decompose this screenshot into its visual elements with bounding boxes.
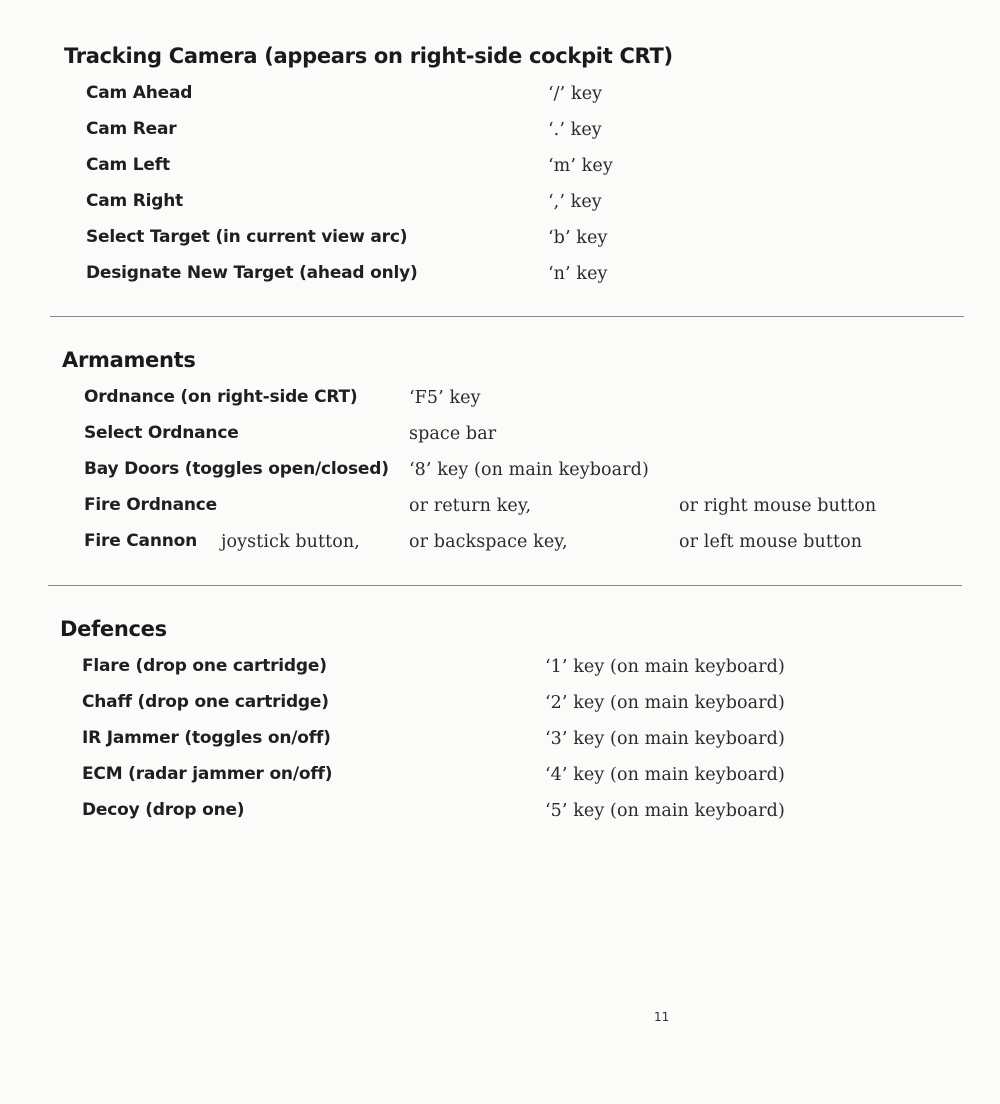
- armaments-row-key: or return key,: [409, 496, 532, 516]
- armaments-row-key: or backspace key,: [409, 532, 568, 552]
- armaments-row-key: ‘F5’ key: [409, 388, 481, 408]
- tracking-row-label: Select Target (in current view arc): [86, 227, 408, 247]
- armaments-row-alt: or left mouse button: [679, 532, 863, 552]
- armaments-row-label: Fire Ordnance: [84, 495, 217, 515]
- tracking-row-key: ‘n’ key: [548, 264, 608, 284]
- defences-heading: Defences: [60, 617, 167, 641]
- defences-row-key: ‘4’ key (on main keyboard): [545, 765, 785, 785]
- tracking-row-label: Cam Right: [86, 191, 184, 211]
- armaments-row-key: space bar: [409, 424, 497, 444]
- defences-row-label: IR Jammer (toggles on/off): [82, 728, 331, 748]
- defences-row-key: ‘5’ key (on main keyboard): [545, 801, 785, 821]
- defences-row-label: ECM (radar jammer on/off): [82, 764, 333, 784]
- tracking-row-key: ‘m’ key: [548, 156, 613, 176]
- tracking-row-key: ‘/’ key: [548, 84, 603, 104]
- defences-row-label: Chaff (drop one cartridge): [82, 692, 329, 712]
- defences-row-label: Flare (drop one cartridge): [82, 656, 327, 676]
- tracking-row-label: Cam Ahead: [86, 83, 193, 103]
- armaments-row-label: Ordnance (on right-side CRT): [84, 387, 358, 407]
- armaments-heading: Armaments: [62, 348, 196, 372]
- tracking-row-key: ‘b’ key: [548, 228, 608, 248]
- armaments-row-alt: or right mouse button: [679, 496, 877, 516]
- tracking-row-key: ‘,’ key: [548, 192, 602, 212]
- tracking-row-label: Designate New Target (ahead only): [86, 263, 418, 283]
- tracking-row-label: Cam Left: [86, 155, 170, 175]
- armaments-row-label: Select Ordnance: [84, 423, 239, 443]
- section-divider: [50, 316, 964, 317]
- tracking-camera-heading: Tracking Camera (appears on right-side cockpit CRT): [64, 44, 673, 68]
- page-number: 11: [654, 1010, 670, 1024]
- tracking-row-key: ‘.’ key: [548, 120, 602, 140]
- armaments-row-label: Bay Doors (toggles open/closed): [84, 459, 389, 479]
- armaments-row-pre: joystick button,: [221, 532, 360, 552]
- armaments-row-label: Fire Cannon: [84, 531, 198, 551]
- section-divider: [48, 585, 962, 586]
- tracking-row-label: Cam Rear: [86, 119, 177, 139]
- defences-row-label: Decoy (drop one): [82, 800, 245, 820]
- defences-row-key: ‘3’ key (on main keyboard): [545, 729, 785, 749]
- defences-row-key: ‘2’ key (on main keyboard): [545, 693, 785, 713]
- defences-row-key: ‘1’ key (on main keyboard): [545, 657, 785, 677]
- armaments-row-key: ‘8’ key (on main keyboard): [409, 460, 649, 480]
